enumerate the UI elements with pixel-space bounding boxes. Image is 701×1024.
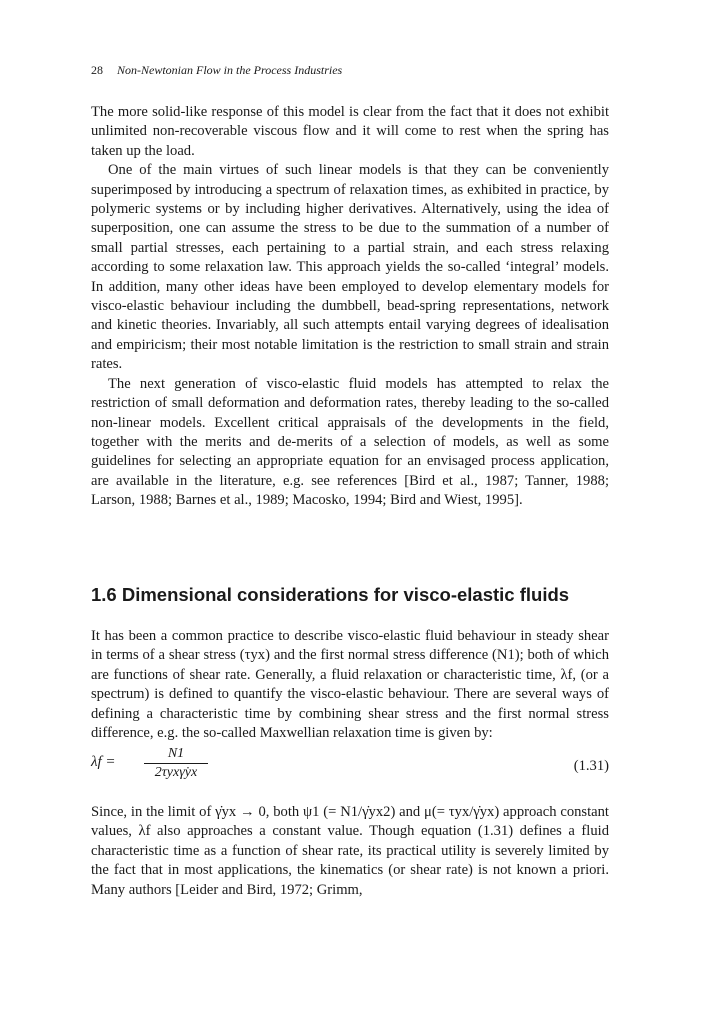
equation-lhs: λf = — [91, 754, 116, 770]
section-paragraph: It has been a common practice to describe visco-elastic fluid behaviour in steady shear in terms of a shear stress (τyx) and the first normal stress difference (N1); both of which are functions of shear rate. Generally, a fluid relaxation or characteristic time, λf, (or a spectrum) is defined to quantify the visco-elastic behaviour. There are several ways of defining a characteristic time by combining shear stress and the first normal stress difference, e.g. the so-called Maxwellian relaxation time is given by: — [91, 628, 609, 742]
running-head — [91, 63, 342, 78]
equation-numerator: N1 — [144, 746, 208, 764]
paragraph-1: The more solid-like response of this model is clear from the fact that it does not exhibit unlimited non-recoverable viscous flow and it will come to rest when the spring has taken up the load. — [91, 104, 609, 159]
after-equation-paragraph: Since, in the limit of γ̇yx → 0, both ψ1 (= N1/γ̇yx2) and μ(= τyx/γ̇yx) approach constant values, λf also approaches a constant value. Though equation (1.31) defines a fluid characteristic time as a function of shear rate, its practical utility is severely limited by the fact that in most applications, the kinematics (or shear rate) is not known a priori. Many authors [Leider and Bird, 1972; Grimm, — [91, 804, 609, 898]
page-number: 28 — [91, 63, 103, 77]
book-title: Non-Newtonian Flow in the Process Industries — [117, 63, 343, 77]
body-text — [91, 103, 609, 511]
paragraph-3: The next generation of visco-elastic fluid models has attempted to relax the restriction of small deformation and deformation rates, thereby leading to the so-called non-linear models. Excellent critical appraisals of the developments in the field, together with the merits and de-merits of a selection of models, as well as some guidelines for selecting an appropriate equation for an envisaged process application, are available in the literature, e.g. see references [Bird et al., 1987; Tanner, 1988; Larson, 1988; Barnes et al., 1989; Macosko, 1994; Bird and Wiest, 1995]. — [91, 375, 609, 509]
section-heading: 1.6 Dimensional considerations for visco-elastic fluids — [91, 584, 570, 605]
paragraph-2: One of the main virtues of such linear models is that they can be conveniently superimposed by introducing a spectrum of relaxation times, as exhibited in practice, by polymeric systems or by including higher derivatives. Alternatively, using the idea of superposition, one can assume the stress to be due to the summation of a number of small partial stresses, each pertaining to a partial strain, and each stress relaxing according to some relaxation law. This approach yields the so-called ‘integral’ models. In addition, many other ideas have been employed to develop elementary models for visco-elastic behaviour including the dumbbell, bead-spring representations, network and kinetic theories. Invariably, all such attempts entail varying degrees of idealisation and empiricism; their most notable limitation is the restriction to small strain and strain rates. — [91, 162, 609, 373]
equation-number: (1.31) — [573, 758, 609, 774]
section-body — [91, 627, 609, 743]
equation-1-31 — [91, 746, 609, 790]
equation-fraction — [144, 746, 208, 781]
equation-denominator: 2τyxγ̇yx — [154, 765, 198, 780]
after-equation-text — [91, 803, 609, 900]
